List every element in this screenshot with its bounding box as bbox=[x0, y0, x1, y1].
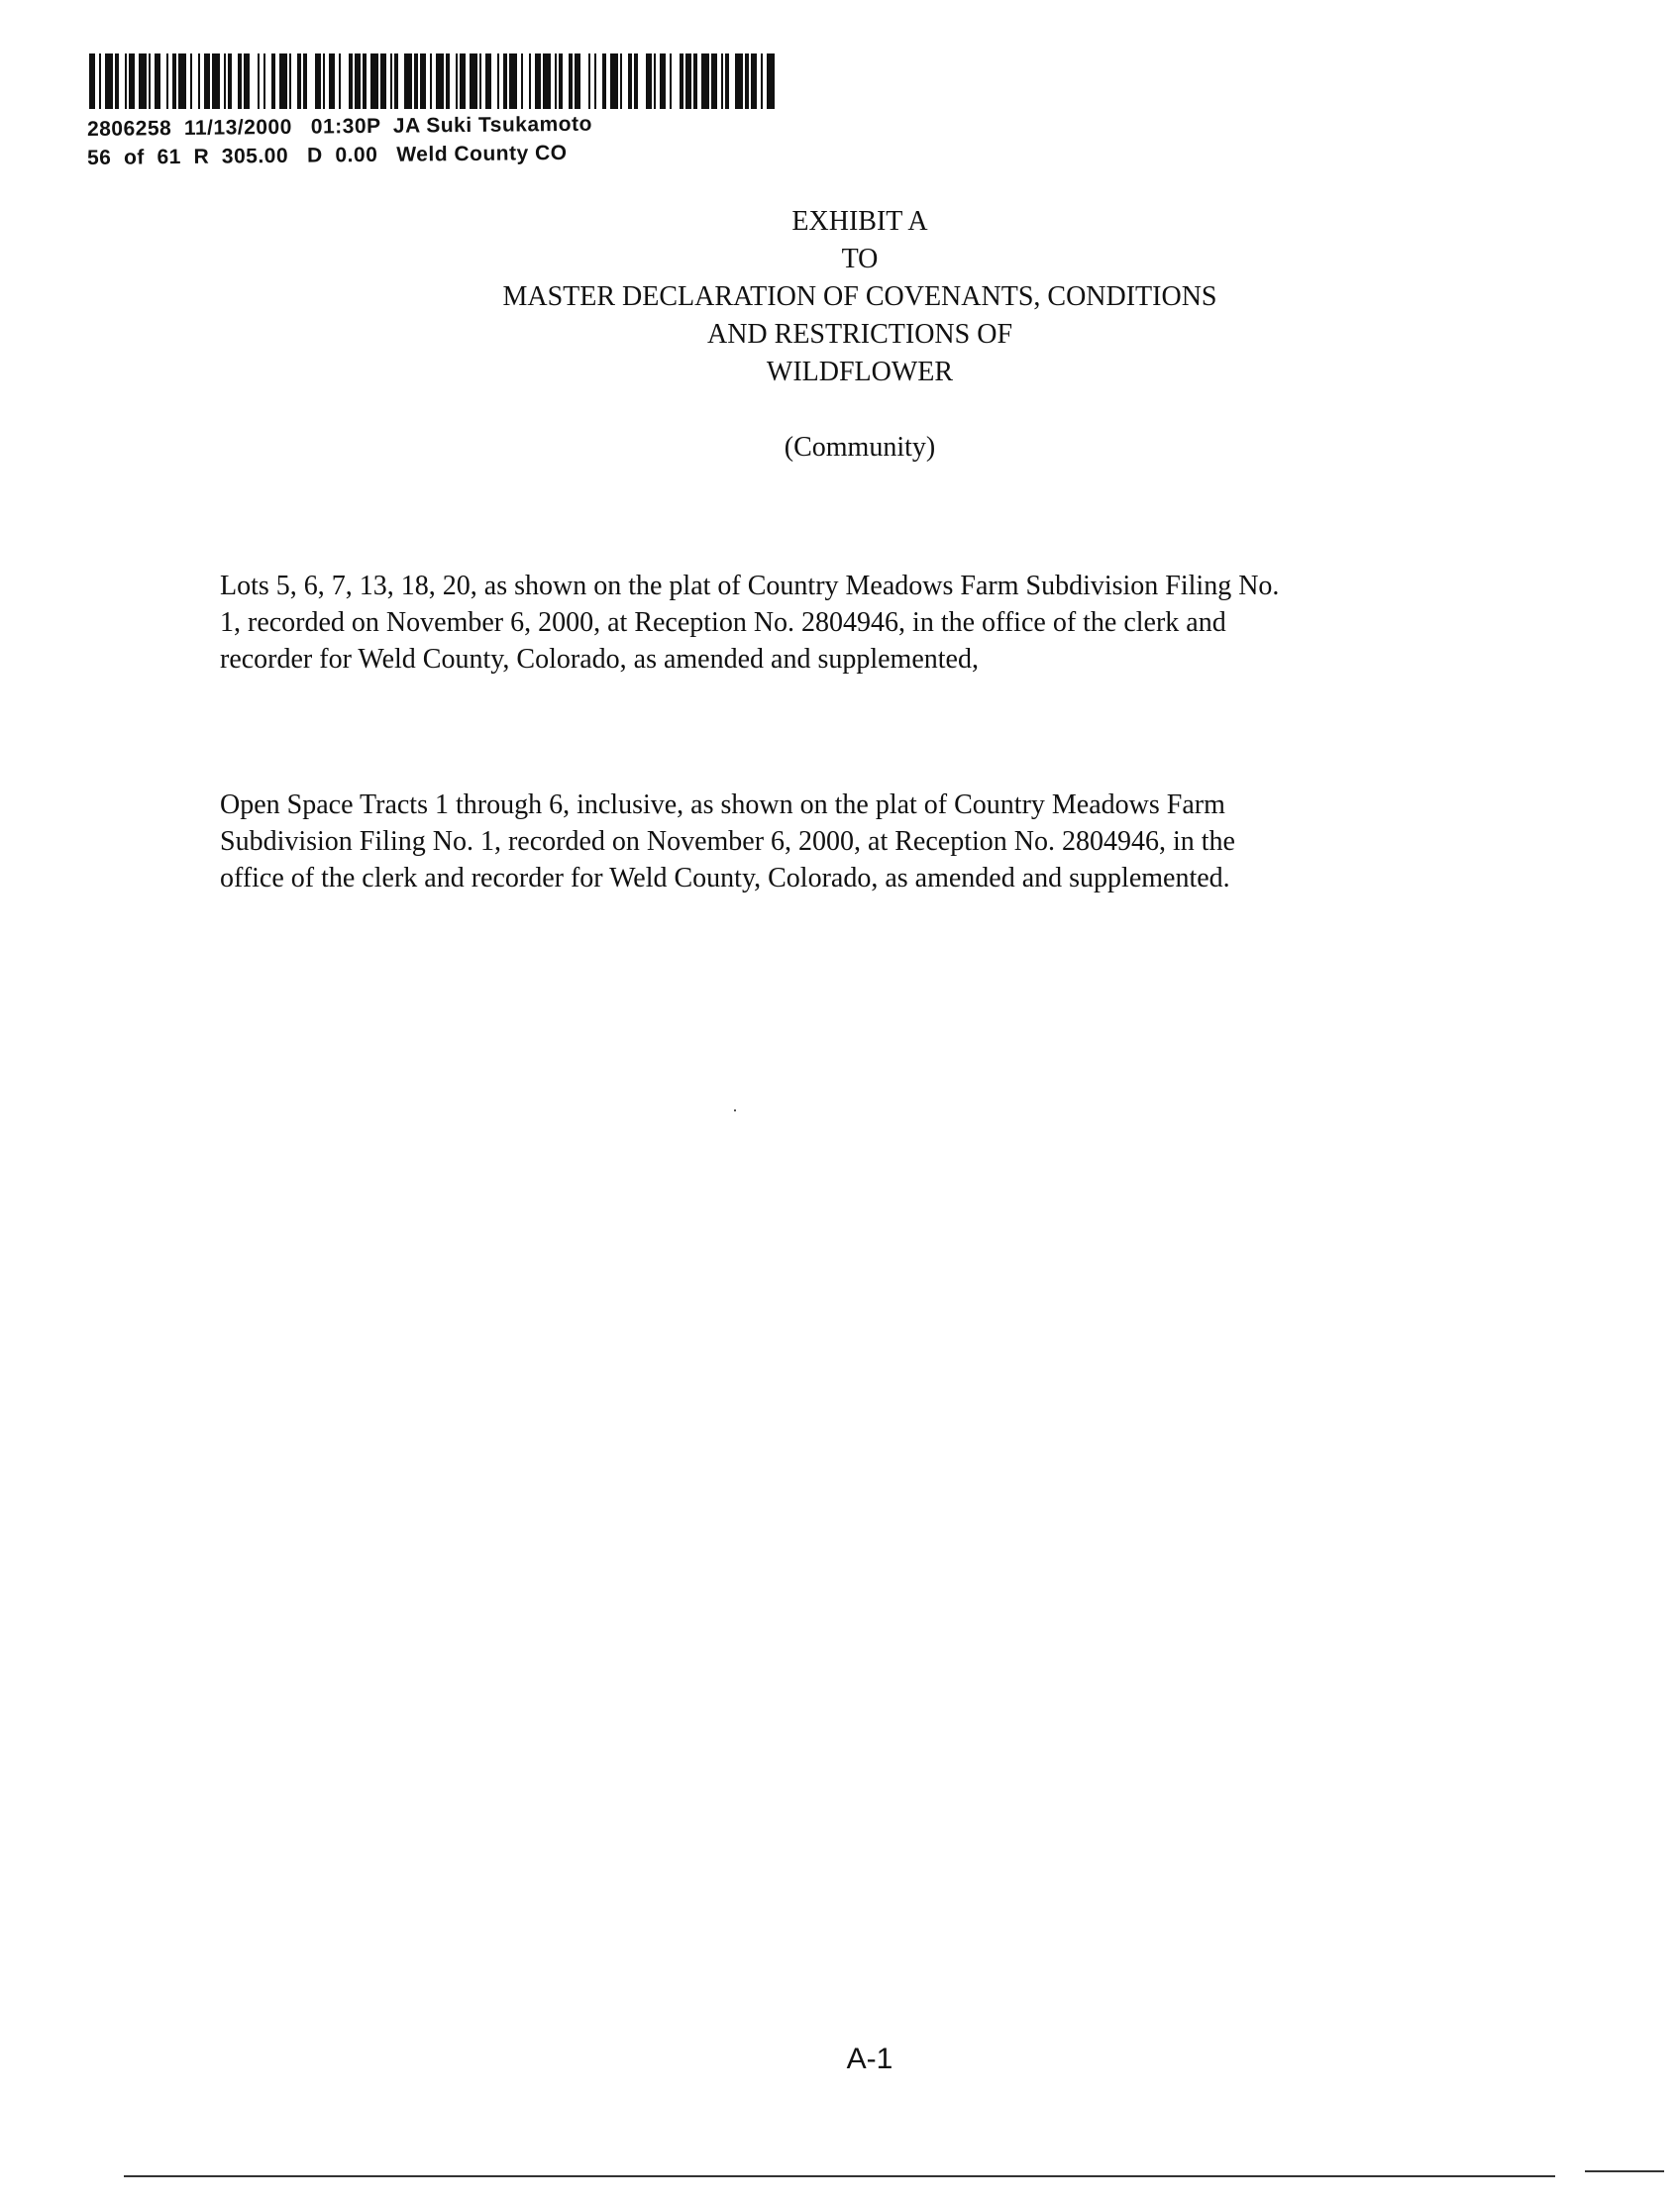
declaration-title-line-3: WILDFLOWER bbox=[766, 357, 954, 387]
paragraph-line: Open Space Tracts 1 through 6, inclusive, as shown on the plat of Country Meadows Farm bbox=[220, 789, 1225, 820]
paragraph-line: Lots 5, 6, 7, 13, 18, 20, as shown on the plat of Country Meadows Farm Subdivision Filing No. bbox=[220, 571, 1280, 601]
barcode bbox=[87, 52, 776, 111]
declaration-title-line-2: AND RESTRICTIONS OF bbox=[706, 319, 1013, 350]
scan-speck bbox=[734, 1109, 736, 1111]
footer-rule bbox=[124, 2175, 1555, 2177]
paragraph-line: Subdivision Filing No. 1, recorded on November 6, 2000, at Reception No. 2804946, in the bbox=[220, 826, 1235, 857]
stamp-page-fee-line: 56 of 61 R 305.00 D 0.00 Weld County CO bbox=[86, 141, 568, 169]
paragraph-line: 1, recorded on November 6, 2000, at Reception No. 2804946, in the office of the clerk and bbox=[220, 607, 1226, 638]
lots-description-paragraph bbox=[220, 568, 1498, 678]
community-subtitle: (Community) bbox=[784, 432, 936, 463]
exhibit-to: TO bbox=[841, 244, 879, 274]
stamp-reception-line: 2806258 11/13/2000 01:30P JA Suki Tsukamoto bbox=[86, 112, 593, 141]
open-space-description-paragraph bbox=[220, 787, 1498, 896]
declaration-title-line-1: MASTER DECLARATION OF COVENANTS, CONDITIONS bbox=[502, 281, 1217, 312]
paragraph-line: office of the clerk and recorder for Weld County, Colorado, as amended and supplemented. bbox=[220, 863, 1230, 893]
footer-rule-fragment bbox=[1585, 2170, 1664, 2172]
paragraph-line: recorder for Weld County, Colorado, as amended and supplemented, bbox=[220, 644, 979, 675]
page-number: A-1 bbox=[846, 2043, 893, 2075]
exhibit-heading: EXHIBIT A bbox=[791, 206, 928, 237]
